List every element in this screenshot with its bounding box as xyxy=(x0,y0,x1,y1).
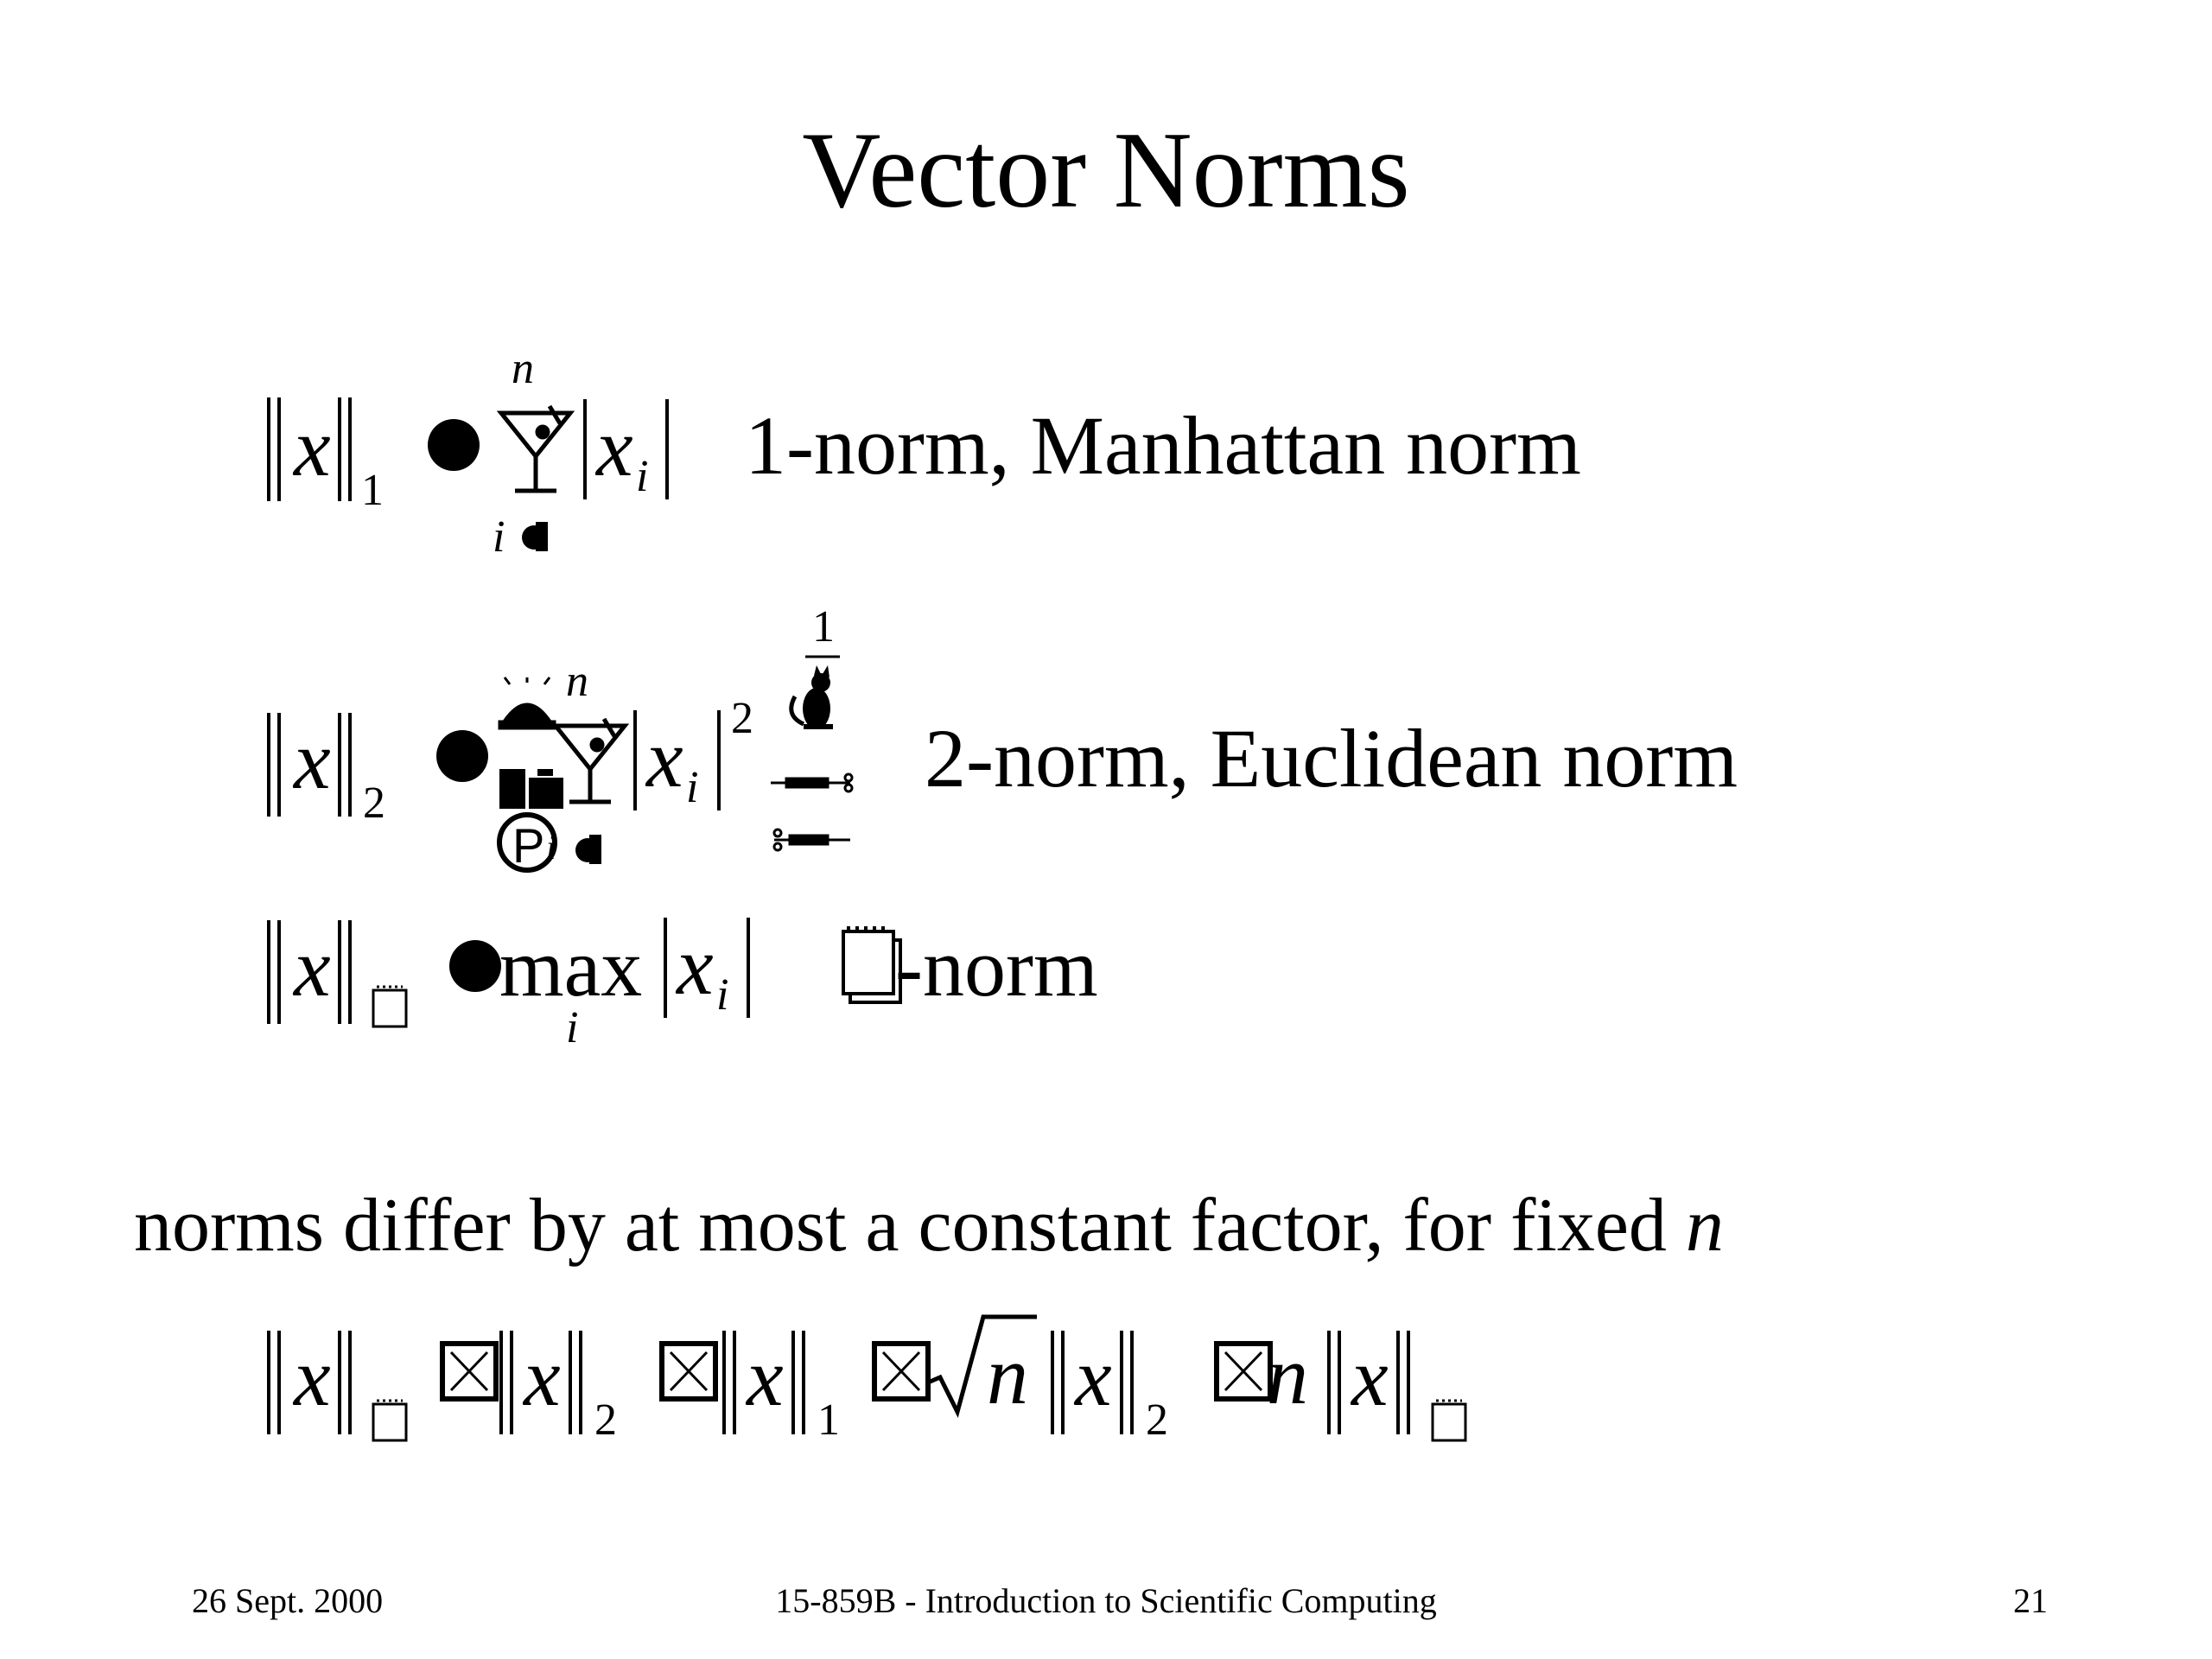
element-variable: x xyxy=(596,401,633,493)
slide-title: Vector Norms xyxy=(802,111,1410,231)
exponent: 2 xyxy=(731,694,753,743)
crossed-box-icon xyxy=(1217,1344,1270,1399)
norm-variable: x xyxy=(294,401,331,493)
notepad-icon xyxy=(1433,1401,1465,1440)
max-operator: max xyxy=(499,921,643,1014)
footer-course: 15-859B - Introduction to Scientific Computing xyxy=(775,1581,1437,1620)
norm-subscript: 1 xyxy=(361,466,384,515)
norm-variable: x xyxy=(294,921,331,1014)
sum-upper: n xyxy=(512,344,534,393)
svg-text:P: P xyxy=(512,818,545,873)
crossed-box-icon xyxy=(874,1344,928,1399)
notepad-icon xyxy=(373,1401,406,1440)
term-variable: x xyxy=(747,1331,784,1423)
term-variable: x xyxy=(294,1331,331,1423)
crossed-box-icon xyxy=(662,1344,715,1399)
statement-variable: n xyxy=(1685,1184,1724,1268)
two-norm-description: 2-norm, Euclidean norm xyxy=(925,712,1738,804)
statement-text: norms differ by at most a constant factor, for fixed xyxy=(134,1184,1686,1268)
term-variable: x xyxy=(524,1331,561,1423)
footer-page-number: 21 xyxy=(2013,1581,2048,1620)
max-subscript: i xyxy=(566,1003,579,1052)
sum-lower: i xyxy=(493,512,505,562)
term-subscript: 2 xyxy=(594,1395,617,1445)
term-subscript: 2 xyxy=(1146,1395,1168,1445)
inf-norm-description: -norm xyxy=(895,921,1098,1014)
factor-n: n xyxy=(1267,1329,1308,1421)
one-norm-description: 1-norm, Manhattan norm xyxy=(745,399,1581,492)
crossed-box-icon xyxy=(442,1344,496,1399)
sum-upper: n xyxy=(566,657,588,706)
term-variable: x xyxy=(1075,1331,1112,1423)
footer-date: 26 Sept. 2000 xyxy=(192,1581,384,1620)
element-subscript: i xyxy=(686,763,699,812)
sum-lower: i xyxy=(546,828,556,867)
term-subscript: 1 xyxy=(817,1395,840,1445)
element-subscript: i xyxy=(716,970,729,1020)
element-variable: x xyxy=(677,919,714,1012)
outer-exponent-numerator: 1 xyxy=(812,602,835,652)
term-variable: x xyxy=(1351,1331,1389,1423)
sqrt-argument: n xyxy=(987,1329,1028,1421)
element-subscript: i xyxy=(636,452,649,501)
norm-subscript: 2 xyxy=(363,779,385,828)
norm-variable: x xyxy=(294,714,331,806)
element-variable: x xyxy=(646,712,683,804)
